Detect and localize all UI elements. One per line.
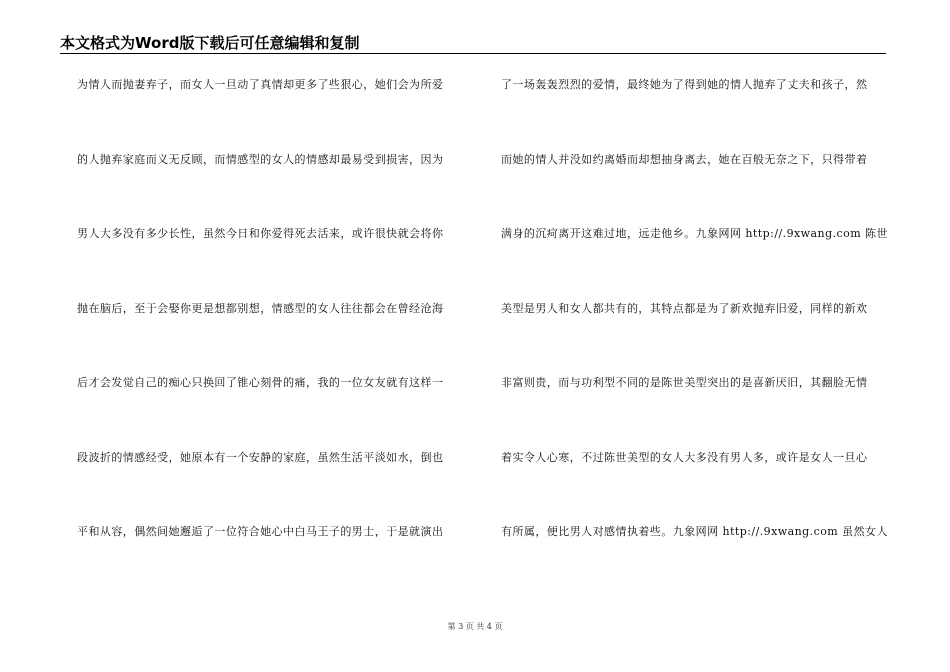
page-number: 第 3 页 共 4 页 [447, 622, 503, 631]
text-line: 有所属，便比男人对感情执着些。九象网网 http://.9xwang.com 虽然女人 [501, 525, 888, 538]
left-text-column [77, 76, 467, 598]
text-line: 平和从容，偶然间她邂逅了一位符合她心中白马王子的男士，于是就演出 [77, 525, 444, 538]
text-line: 着实令人心寒，不过陈世美型的女人大多没有男人多，或许是女人一旦心 [501, 450, 868, 464]
text-line: 而她的情人并没如约离婚而却想抽身离去，她在百般无奈之下，只得带着 [501, 152, 868, 166]
text-line: 了一场轰轰烈烈的爱情，最终她为了得到她的情人抛弃了丈夫和孩子，然 [501, 78, 868, 91]
text-line: 满身的沉疴离开这难过地，远走他乡。九象网网 http://.9xwang.com 陈世 [501, 227, 888, 240]
text-line: 非富则贵，而与功利型不同的是陈世美型突出的是喜新厌旧，其翻脸无情 [501, 376, 868, 389]
text-line: 抛在脑后，至于会娶你更是想都别想，情感型的女人往往都会在曾经沧海 [77, 301, 444, 315]
text-line: 的人抛弃家庭而义无反顾，而情感型的女人的情感却最易受到损害，因为 [77, 152, 444, 166]
text-line: 后才会发觉自己的痴心只换回了锥心刻骨的痛，我的一位女友就有这样一 [77, 376, 444, 389]
header-title: 本文格式为Word版下载后可任意编辑和复制 [60, 34, 360, 52]
page-header [60, 34, 886, 54]
text-line: 男人大多没有多少长性，虽然今日和你爱得死去活来，或许很快就会将你 [77, 227, 444, 240]
text-line: 段波折的情感经受，她原本有一个安静的家庭，虽然生活平淡如水，倒也 [77, 450, 444, 464]
text-line: 美型是男人和女人都共有的，其特点都是为了新欢抛弃旧爱，同样的新欢 [501, 301, 868, 315]
right-text-column [501, 76, 891, 598]
text-line: 为情人而抛妻弃子，而女人一旦动了真情却更多了些狠心，她们会为所爱 [77, 78, 444, 91]
